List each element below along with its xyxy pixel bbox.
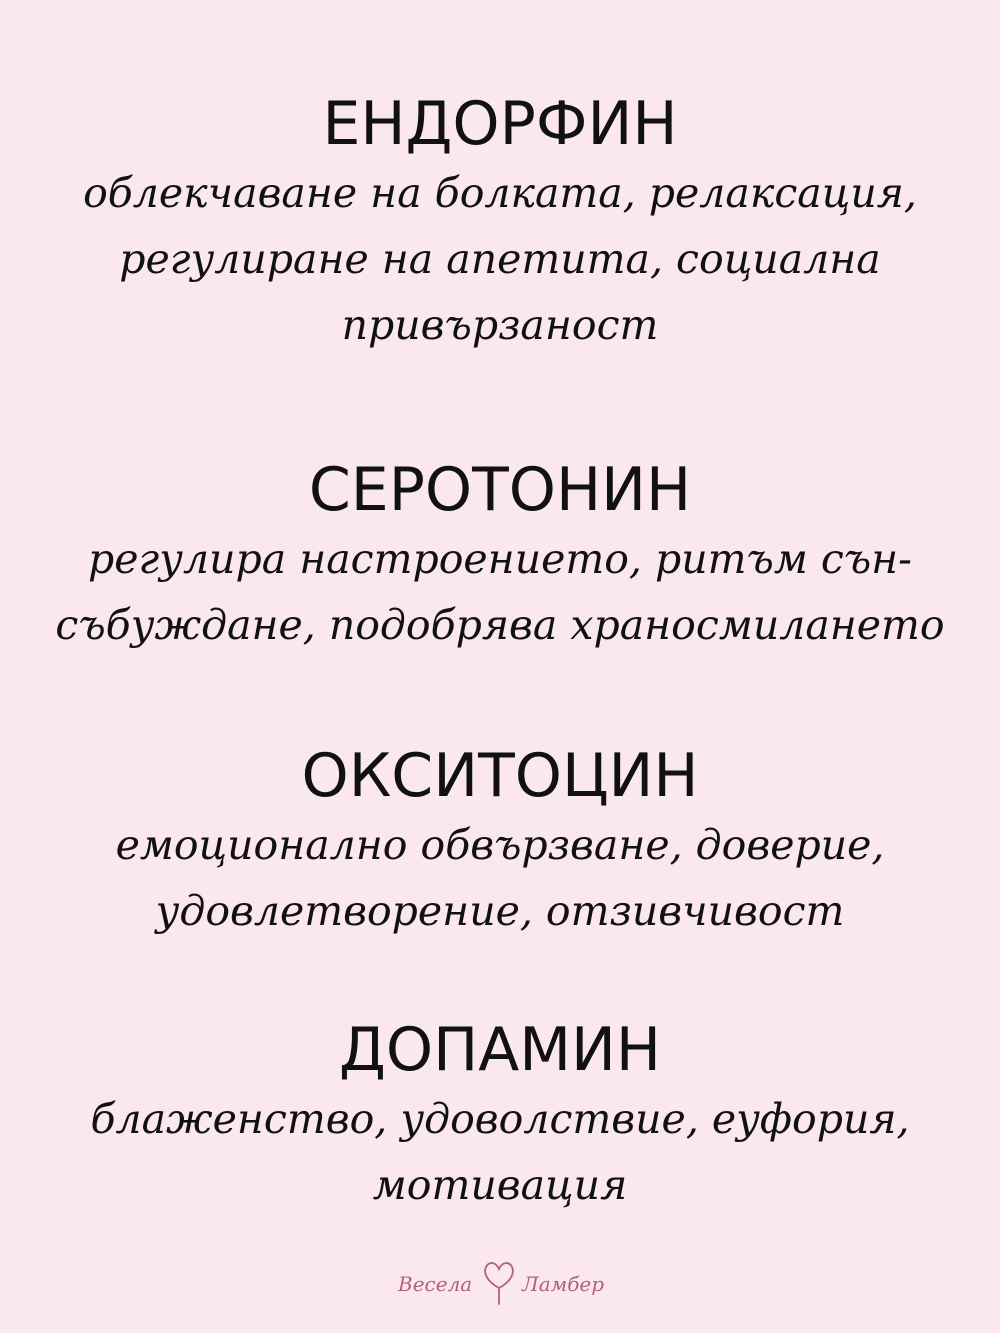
section-dopamine [0, 1014, 1000, 1218]
section-title: ЕНДОРФИН [322, 89, 678, 159]
description-line: блаженство, удоволствие, еуфория, [90, 1095, 910, 1143]
section-title: ОКСИТОЦИН [301, 741, 699, 811]
heart-icon [474, 1258, 524, 1308]
section-description [0, 526, 1000, 658]
description-line: облекчаване на болката, релаксация, [83, 169, 917, 217]
section-oxytocin [0, 740, 1000, 944]
section-serotonin [0, 454, 1000, 658]
section-endorphin [0, 88, 1000, 358]
description-line: привързаност [341, 301, 659, 349]
description-line: регулиране на апетита, социална [119, 235, 881, 283]
description-line: регулира настроението, ритъм сън- [87, 535, 913, 583]
description-line: събуждане, подобрява храносмилането [55, 601, 945, 649]
signature-last-name: Ламбер [522, 1272, 605, 1296]
section-description [0, 1086, 1000, 1218]
author-signature [0, 1258, 1000, 1308]
section-title: СЕРОТОНИН [308, 455, 692, 525]
signature-first-name: Весела [398, 1272, 473, 1296]
section-title: ДОПАМИН [338, 1015, 662, 1085]
description-line: емоционално обвързване, доверие, [115, 821, 885, 869]
description-line: мотивация [372, 1161, 628, 1209]
description-line: удовлетворение, отзивчивост [155, 887, 845, 935]
section-description [0, 160, 1000, 358]
section-description [0, 812, 1000, 944]
